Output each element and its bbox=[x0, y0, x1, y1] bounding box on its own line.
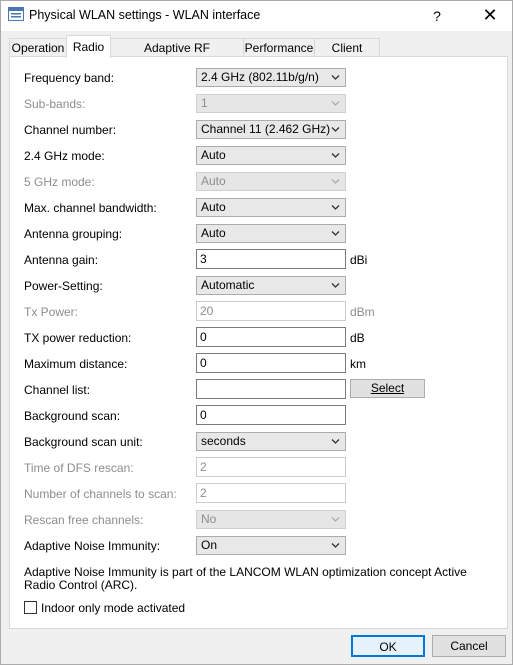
background-scan-unit-label: Background scan unit: bbox=[24, 435, 143, 449]
radio-panel bbox=[9, 56, 508, 629]
select-channels-button[interactable] bbox=[350, 379, 425, 398]
sub-bands-label: Sub-bands: bbox=[24, 97, 86, 111]
max-distance-unit: km bbox=[350, 357, 366, 371]
frequency-band-value: 2.4 GHz (802.11b/g/n) bbox=[201, 70, 319, 84]
chevron-down-icon bbox=[331, 516, 340, 523]
rescan-free-label: Rescan free channels: bbox=[24, 513, 144, 527]
frequency-band-select[interactable] bbox=[196, 68, 346, 87]
cancel-button[interactable]: Cancel bbox=[432, 635, 506, 657]
mode-5ghz-label: 5 GHz mode: bbox=[24, 175, 95, 189]
rescan-free-value: No bbox=[201, 512, 217, 526]
arc-note: Adaptive Noise Immunity is part of the LANCOM WLAN optimization concept Active Radio Control (ARC). bbox=[24, 565, 467, 592]
antenna-gain-label: Antenna gain: bbox=[24, 253, 99, 267]
background-scan-label: Background scan: bbox=[24, 409, 121, 423]
channel-number-value: Channel 11 (2.462 GHz) bbox=[201, 122, 331, 136]
channels-to-scan-input[interactable]: 2 bbox=[196, 483, 346, 503]
max-bandwidth-label: Max. channel bandwidth: bbox=[24, 201, 157, 215]
title-bar bbox=[1, 1, 512, 31]
frequency-band-label: Frequency band: bbox=[24, 71, 115, 85]
chevron-down-icon bbox=[331, 542, 340, 549]
mode-24ghz-value: Auto bbox=[201, 148, 226, 162]
channel-number-select[interactable] bbox=[196, 120, 346, 139]
mode-5ghz-value: Auto bbox=[201, 174, 226, 188]
background-scan-unit-select[interactable] bbox=[196, 432, 346, 451]
tab-operation[interactable]: Operation bbox=[9, 38, 67, 57]
tx-power-label: Tx Power: bbox=[24, 305, 79, 319]
channel-number-label: Channel number: bbox=[24, 123, 117, 137]
app-icon bbox=[8, 7, 24, 21]
select-button-label: Select bbox=[370, 381, 405, 395]
tx-power-input[interactable]: 20 bbox=[196, 301, 346, 321]
sub-bands-select[interactable] bbox=[196, 94, 346, 113]
noise-immunity-select[interactable] bbox=[196, 536, 346, 555]
noise-immunity-value: On bbox=[201, 538, 218, 552]
help-button[interactable]: ? bbox=[433, 8, 441, 24]
mode-24ghz-label: 2.4 GHz mode: bbox=[24, 149, 105, 163]
indoor-mode-label: Indoor only mode activated bbox=[41, 601, 186, 615]
chevron-down-icon bbox=[331, 438, 340, 445]
tx-power-reduction-unit: dB bbox=[350, 331, 365, 345]
channels-to-scan-label: Number of channels to scan: bbox=[24, 487, 177, 501]
tab-adaptive-rf-optimization[interactable]: Adaptive RF bbox=[110, 38, 244, 57]
ok-button[interactable]: OK bbox=[351, 635, 425, 657]
dfs-rescan-label: Time of DFS rescan: bbox=[24, 461, 134, 475]
sub-bands-value: 1 bbox=[201, 96, 208, 110]
chevron-down-icon bbox=[331, 152, 340, 159]
chevron-down-icon bbox=[331, 230, 340, 237]
max-bandwidth-select[interactable] bbox=[196, 198, 346, 217]
antenna-grouping-value: Auto bbox=[201, 226, 226, 240]
antenna-grouping-label: Antenna grouping: bbox=[24, 227, 123, 241]
tx-power-reduction-input[interactable]: 0 bbox=[196, 327, 346, 347]
max-distance-input[interactable]: 0 bbox=[196, 353, 346, 373]
tab-client-mode[interactable]: Client bbox=[314, 38, 380, 57]
tab-performance[interactable]: Performance bbox=[243, 38, 315, 57]
noise-immunity-label: Adaptive Noise Immunity: bbox=[24, 539, 161, 553]
tab-radio[interactable]: Radio bbox=[66, 35, 111, 58]
tx-power-unit: dBm bbox=[350, 305, 375, 319]
max-distance-label: Maximum distance: bbox=[24, 357, 128, 371]
close-button[interactable]: ✕ bbox=[482, 5, 498, 25]
background-scan-unit-value: seconds bbox=[201, 434, 246, 448]
antenna-gain-input[interactable]: 3 bbox=[196, 249, 346, 269]
power-setting-select[interactable] bbox=[196, 276, 346, 295]
chevron-down-icon bbox=[331, 126, 340, 133]
indoor-mode-checkbox[interactable] bbox=[24, 601, 37, 614]
chevron-down-icon bbox=[331, 282, 340, 289]
background-scan-input[interactable]: 0 bbox=[196, 405, 346, 425]
window-title: Physical WLAN settings - WLAN interface bbox=[29, 8, 261, 22]
power-setting-value: Automatic bbox=[201, 278, 255, 292]
mode-24ghz-select[interactable] bbox=[196, 146, 346, 165]
channel-list-input[interactable] bbox=[196, 379, 346, 399]
antenna-gain-unit: dBi bbox=[350, 253, 368, 267]
mode-5ghz-select[interactable] bbox=[196, 172, 346, 191]
chevron-down-icon bbox=[331, 74, 340, 81]
rescan-free-select[interactable] bbox=[196, 510, 346, 529]
tx-power-reduction-label: TX power reduction: bbox=[24, 331, 132, 345]
max-bandwidth-value: Auto bbox=[201, 200, 226, 214]
chevron-down-icon bbox=[331, 204, 340, 211]
channel-list-label: Channel list: bbox=[24, 383, 91, 397]
power-setting-label: Power-Setting: bbox=[24, 279, 103, 293]
antenna-grouping-select[interactable] bbox=[196, 224, 346, 243]
dfs-rescan-input[interactable]: 2 bbox=[196, 457, 346, 477]
chevron-down-icon bbox=[331, 100, 340, 107]
chevron-down-icon bbox=[331, 178, 340, 185]
